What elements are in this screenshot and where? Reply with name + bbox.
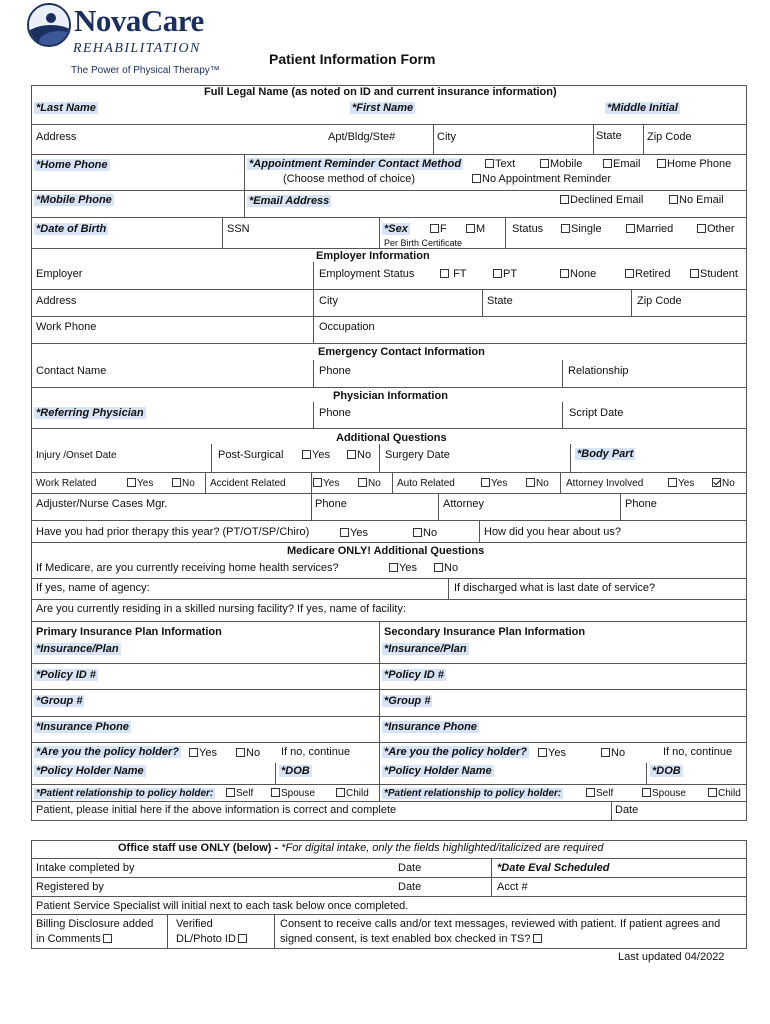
agency-name-field[interactable]: If yes, name of agency: xyxy=(36,582,150,594)
billing-disclosure-label: Billing Disclosure added xyxy=(36,918,154,930)
verified-id-checkbox[interactable]: DL/Photo ID xyxy=(176,933,248,946)
secondary-spouse-checkbox[interactable]: Spouse xyxy=(642,787,686,800)
checkbox-icon xyxy=(347,450,356,459)
no-reminder-checkbox[interactable]: No Appointment Reminder xyxy=(472,173,611,186)
prior-therapy-yes-checkbox[interactable]: Yes xyxy=(340,527,368,540)
pss-instructions: Patient Service Specialist will initial next to each task below once completed. xyxy=(36,900,409,912)
secondary-self-checkbox[interactable]: Self xyxy=(586,787,613,800)
auto-yes-checkbox[interactable]: Yes xyxy=(481,477,507,490)
prior-therapy-no-checkbox[interactable]: No xyxy=(413,527,437,540)
city-field[interactable]: City xyxy=(437,131,456,143)
checkbox-icon xyxy=(697,224,706,233)
checkbox-icon xyxy=(472,174,481,183)
single-checkbox[interactable]: Single xyxy=(561,223,602,236)
emergency-contact-name-field[interactable]: Contact Name xyxy=(36,365,107,377)
reminder-method-hint: (Choose method of choice) xyxy=(283,173,416,185)
checkbox-icon xyxy=(561,224,570,233)
none-checkbox[interactable]: None xyxy=(560,268,596,281)
auto-related-label: Auto Related xyxy=(397,478,455,489)
full-legal-name-title: Full Legal Name (as noted on ID and current insurance information) xyxy=(204,86,557,98)
primary-insurance-phone-field[interactable]: *Insurance Phone xyxy=(36,721,129,733)
ssn-field[interactable]: SSN xyxy=(227,223,250,235)
adjuster-field[interactable]: Adjuster/Nurse Cases Mgr. xyxy=(36,498,168,510)
script-date-field[interactable]: Script Date xyxy=(569,407,624,419)
work-related-yes-checkbox[interactable]: Yes xyxy=(127,477,153,490)
home-phone-checkbox[interactable]: Home Phone xyxy=(657,158,731,171)
checkbox-icon xyxy=(669,195,678,204)
student-checkbox[interactable]: Student xyxy=(690,268,738,281)
emergency-section-title: Emergency Contact Information xyxy=(318,346,485,358)
primary-plan-field[interactable]: *Insurance/Plan xyxy=(36,643,119,655)
injury-onset-field[interactable]: Injury /Onset Date xyxy=(36,450,117,461)
email-checkbox[interactable]: Email xyxy=(603,158,641,171)
work-related-label: Work Related xyxy=(36,478,97,489)
primary-holder-question: *Are you the policy holder? xyxy=(36,746,180,758)
prior-therapy-question: Have you had prior therapy this year? (PT/OT/SP/Chiro) xyxy=(36,526,310,538)
occupation-field[interactable]: Occupation xyxy=(319,321,375,333)
checkbox-icon xyxy=(533,934,542,943)
checkbox-icon xyxy=(413,528,422,537)
attorney-yes-checkbox[interactable]: Yes xyxy=(668,477,694,490)
mobile-phone-field[interactable] xyxy=(34,194,114,207)
post-surgical-yes-checkbox[interactable]: Yes xyxy=(302,449,330,462)
employer-state-field[interactable]: State xyxy=(487,295,513,307)
checkbox-icon xyxy=(540,159,549,168)
checkbox-icon xyxy=(601,748,610,757)
secondary-if-no-label: If no, continue xyxy=(663,746,733,758)
last-updated-label: Last updated 04/2022 xyxy=(618,951,725,963)
intake-completed-field[interactable]: Intake completed by xyxy=(36,862,135,874)
primary-holder-no-checkbox[interactable]: No xyxy=(236,747,260,760)
secondary-dob-field[interactable]: *DOB xyxy=(652,765,681,777)
checkbox-icon xyxy=(560,269,569,278)
attorney-phone-field[interactable]: Phone xyxy=(625,498,657,510)
medicare-section-title: Medicare ONLY! Additional Questions xyxy=(287,545,485,557)
date-eval-scheduled-field[interactable]: *Date Eval Scheduled xyxy=(497,862,610,874)
consent-text-checkbox[interactable]: signed consent, is text enabled box checked in TS? xyxy=(280,933,543,946)
acct-number-field[interactable]: Acct # xyxy=(497,881,528,893)
checkbox-icon xyxy=(238,934,247,943)
physician-section-title: Physician Information xyxy=(333,390,448,402)
secondary-holder-no-checkbox[interactable]: No xyxy=(601,747,625,760)
checkbox-icon xyxy=(127,478,136,487)
brand-subtitle: REHABILITATION xyxy=(73,41,201,56)
work-related-no-checkbox[interactable]: No xyxy=(172,477,195,490)
hear-about-us-field[interactable]: How did you hear about us? xyxy=(484,526,621,538)
emergency-relationship-field[interactable]: Relationship xyxy=(568,365,629,377)
body-part-label: *Body Part xyxy=(577,448,634,460)
mobile-checkbox[interactable]: Mobile xyxy=(540,158,582,171)
status-label: Status xyxy=(512,223,544,235)
sex-f-checkbox[interactable]: F xyxy=(430,223,447,236)
emergency-phone-field[interactable]: Phone xyxy=(319,365,351,377)
pt-checkbox[interactable]: PT xyxy=(493,268,517,281)
adjuster-phone-field[interactable]: Phone xyxy=(315,498,347,510)
attorney-field[interactable]: Attorney xyxy=(443,498,484,510)
office-staff-title: Office staff use ONLY (below) - *For digital intake, only the fields highlighted/italicized are required xyxy=(118,842,604,854)
accident-related-label: Accident Related xyxy=(210,478,286,489)
checkbox-icon xyxy=(625,269,634,278)
secondary-relationship-label: *Patient relationship to policy holder: xyxy=(384,788,562,799)
sex-note: Per Birth Certificate xyxy=(384,238,463,248)
primary-self-checkbox[interactable]: Self xyxy=(226,787,253,800)
checked-checkbox-icon xyxy=(712,478,721,487)
checkbox-icon xyxy=(189,748,198,757)
primary-spouse-checkbox[interactable]: Spouse xyxy=(271,787,315,800)
checkbox-icon xyxy=(389,563,398,572)
checkbox-icon xyxy=(626,224,635,233)
employer-zip-field[interactable]: Zip Code xyxy=(637,295,682,307)
employer-address-field[interactable]: Address xyxy=(36,295,77,307)
secondary-insurance-title: Secondary Insurance Plan Information xyxy=(384,626,586,638)
discharge-date-field[interactable]: If discharged what is last date of service? xyxy=(454,582,656,594)
accident-yes-checkbox[interactable]: Yes xyxy=(313,477,339,490)
dob-label: *Date of Birth xyxy=(36,223,107,235)
employer-section-title: Employer Information xyxy=(316,250,430,262)
first-name-field[interactable] xyxy=(350,102,415,115)
checkbox-icon xyxy=(560,195,569,204)
brand-name: NovaCare xyxy=(74,3,204,38)
snf-field[interactable]: Are you currently residing in a skilled nursing facility? If yes, name of facility: xyxy=(36,603,406,615)
referring-physician-field[interactable] xyxy=(34,407,146,420)
checkbox-icon xyxy=(271,788,280,797)
billing-comments-checkbox[interactable]: in Comments xyxy=(36,933,113,946)
checkbox-icon xyxy=(538,748,547,757)
primary-dob-field[interactable]: *DOB xyxy=(281,765,310,777)
checkbox-icon xyxy=(657,159,666,168)
checkbox-icon xyxy=(526,478,535,487)
work-phone-field[interactable]: Work Phone xyxy=(36,321,97,333)
last-name-label: *Last Name xyxy=(36,102,96,114)
additional-section-title: Additional Questions xyxy=(336,432,447,444)
physician-phone-field[interactable]: Phone xyxy=(319,407,351,419)
checkbox-icon xyxy=(603,159,612,168)
primary-policy-id-field[interactable]: *Policy ID # xyxy=(36,669,96,681)
checkbox-icon xyxy=(172,478,181,487)
registered-by-field[interactable]: Registered by xyxy=(36,881,104,893)
secondary-child-checkbox[interactable]: Child xyxy=(708,787,741,800)
declined-email-checkbox[interactable]: Declined Email xyxy=(560,194,643,207)
brand-tagline: The Power of Physical Therapy™ xyxy=(71,65,220,76)
intake-date-field[interactable]: Date xyxy=(398,862,422,874)
secondary-holder-yes-checkbox[interactable]: Yes xyxy=(538,747,566,760)
primary-holder-yes-checkbox[interactable]: Yes xyxy=(189,747,217,760)
employer-city-field[interactable]: City xyxy=(319,295,338,307)
middle-initial-field[interactable] xyxy=(605,102,680,115)
primary-if-no-label: If no, continue xyxy=(281,746,351,758)
primary-relationship-label: *Patient relationship to policy holder: xyxy=(36,788,214,799)
form-title: Patient Information Form xyxy=(269,51,436,67)
last-name-field[interactable] xyxy=(34,102,98,115)
no-email-checkbox[interactable]: No Email xyxy=(669,194,724,207)
home-health-question: If Medicare, are you currently receiving home health services? xyxy=(36,562,339,574)
checkbox-icon xyxy=(642,788,651,797)
checkbox-icon xyxy=(302,450,311,459)
checkbox-icon xyxy=(481,478,490,487)
auto-no-checkbox[interactable]: No xyxy=(526,477,549,490)
checkbox-icon xyxy=(466,224,475,233)
sex-m-checkbox[interactable]: M xyxy=(466,223,485,236)
home-health-yes-checkbox[interactable]: Yes xyxy=(389,562,417,575)
secondary-group-field[interactable]: *Group # xyxy=(384,695,431,707)
consent-text-line1: Consent to receive calls and/or text messages, reviewed with patient. If patient agrees and xyxy=(280,918,721,930)
employment-status-label: Employment Status xyxy=(319,268,415,280)
reminder-method-label: *Appointment Reminder Contact Method xyxy=(249,158,462,170)
primary-holder-name-field[interactable]: *Policy Holder Name xyxy=(36,765,144,777)
accident-no-checkbox[interactable]: No xyxy=(358,477,381,490)
checkbox-icon xyxy=(313,478,322,487)
mobile-phone-label: *Mobile Phone xyxy=(36,194,112,206)
sex-label: *Sex xyxy=(384,223,408,235)
married-checkbox[interactable]: Married xyxy=(626,223,673,236)
logo-emblem-icon xyxy=(27,3,71,47)
text-checkbox[interactable]: Text xyxy=(485,158,515,171)
first-name-label: *First Name xyxy=(352,102,414,114)
registered-date-field[interactable]: Date xyxy=(398,881,422,893)
checkbox-icon xyxy=(336,788,345,797)
email-address-label: *Email Address xyxy=(249,195,330,207)
checkbox-icon xyxy=(708,788,717,797)
checkbox-icon xyxy=(485,159,494,168)
secondary-plan-field[interactable]: *Insurance/Plan xyxy=(384,643,467,655)
primary-group-field[interactable]: *Group # xyxy=(36,695,83,707)
checkbox-icon xyxy=(236,748,245,757)
employer-field[interactable]: Employer xyxy=(36,268,83,280)
checkbox-icon xyxy=(690,269,699,278)
secondary-holder-question: *Are you the policy holder? xyxy=(384,746,528,758)
referring-physician-label: *Referring Physician xyxy=(36,407,144,419)
state-field[interactable]: State xyxy=(596,130,622,142)
checkbox-icon xyxy=(103,934,112,943)
body-part-field[interactable] xyxy=(575,448,635,461)
home-phone-field[interactable] xyxy=(34,159,110,172)
secondary-holder-name-field[interactable]: *Policy Holder Name xyxy=(384,765,492,777)
apt-field[interactable]: Apt/Bldg/Ste# xyxy=(328,131,396,143)
checkbox-icon xyxy=(340,528,349,537)
surgery-date-field[interactable]: Surgery Date xyxy=(385,449,450,461)
checkbox-icon xyxy=(434,563,443,572)
checkbox-icon xyxy=(226,788,235,797)
checkbox-icon xyxy=(440,269,449,278)
retired-checkbox[interactable]: Retired xyxy=(625,268,670,281)
checkbox-icon xyxy=(493,269,502,278)
attorney-no-checkbox[interactable]: No xyxy=(712,477,735,490)
email-address-field[interactable] xyxy=(247,195,331,208)
primary-insurance-title: Primary Insurance Plan Information xyxy=(36,626,222,638)
other-checkbox[interactable]: Other xyxy=(697,223,735,236)
post-surgical-no-checkbox[interactable]: No xyxy=(347,449,371,462)
secondary-policy-id-field[interactable]: *Policy ID # xyxy=(384,669,444,681)
checkbox-icon xyxy=(586,788,595,797)
primary-child-checkbox[interactable]: Child xyxy=(336,787,369,800)
secondary-insurance-phone-field[interactable]: *Insurance Phone xyxy=(384,721,477,733)
ft-checkbox[interactable]: FT xyxy=(440,268,467,281)
initial-date-field[interactable]: Date xyxy=(615,804,639,816)
home-health-no-checkbox[interactable]: No xyxy=(434,562,458,575)
post-surgical-label: Post-Surgical xyxy=(218,449,284,461)
attorney-involved-label: Attorney Involved xyxy=(566,478,644,489)
address-field[interactable]: Address xyxy=(36,131,77,143)
dob-field[interactable] xyxy=(34,223,108,236)
patient-initial-field[interactable]: Patient, please initial here if the above information is correct and complete xyxy=(36,804,397,816)
verified-label: Verified xyxy=(176,918,213,930)
checkbox-icon xyxy=(668,478,677,487)
middle-initial-label: *Middle Initial xyxy=(607,102,678,114)
novacare-logo xyxy=(27,3,220,81)
office-staff-note: *For digital intake, only the fields highlighted/italicized are required xyxy=(281,842,604,854)
checkbox-icon xyxy=(358,478,367,487)
checkbox-icon xyxy=(430,224,439,233)
home-phone-label: *Home Phone xyxy=(36,159,108,171)
zip-field[interactable]: Zip Code xyxy=(647,131,692,143)
